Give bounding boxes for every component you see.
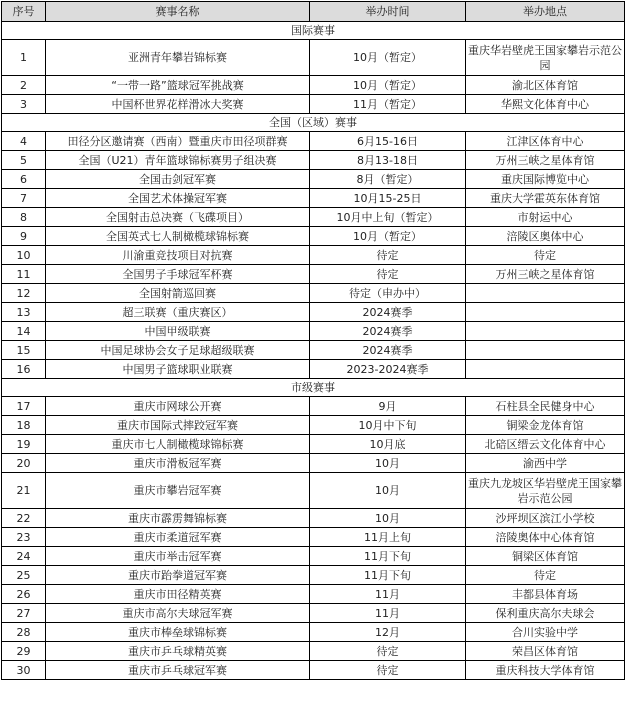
cell-time: 8月13-18日 [310,151,466,170]
table-row [2,322,625,341]
cell-place: 保利重庆高尔夫球会 [466,604,625,623]
cell-no: 20 [2,454,46,473]
table-row [2,40,625,76]
table-row [2,416,625,435]
table-row [2,642,625,661]
table-row [2,265,625,284]
cell-no: 9 [2,227,46,246]
table-row [2,246,625,265]
section-title: 市级赛事 [2,379,625,397]
table-row [2,623,625,642]
cell-place: 渝北区体育馆 [466,76,625,95]
cell-time: 10月中下旬 [310,416,466,435]
section-title: 全国（区域）赛事 [2,114,625,132]
header-time: 举办时间 [310,2,466,22]
header-place: 举办地点 [466,2,625,22]
cell-place: 渝西中学 [466,454,625,473]
cell-time: 10月（暂定） [310,227,466,246]
cell-no: 10 [2,246,46,265]
cell-no: 21 [2,473,46,509]
cell-place: 涪陵区奥体中心 [466,227,625,246]
events-table [1,1,625,680]
cell-no: 5 [2,151,46,170]
cell-place: 重庆国际博览中心 [466,170,625,189]
cell-place: 万州三峡之星体育馆 [466,265,625,284]
table-row [2,604,625,623]
table-row [2,661,625,680]
cell-time: 12月 [310,623,466,642]
cell-name: 田径分区邀请赛（西南）暨重庆市田径项群赛 [46,132,310,151]
cell-name: 全国（U21）青年篮球锦标赛男子组决赛 [46,151,310,170]
cell-time: 8月（暂定） [310,170,466,189]
cell-name: 重庆市棒垒球锦标赛 [46,623,310,642]
cell-time: 10月 [310,509,466,528]
table-row [2,132,625,151]
cell-time: 待定 [310,642,466,661]
cell-name: 全国击剑冠军赛 [46,170,310,189]
cell-no: 18 [2,416,46,435]
cell-time: 11月（暂定） [310,95,466,114]
cell-time: 10月 [310,454,466,473]
table-row [2,76,625,95]
cell-time: 2024赛季 [310,341,466,360]
cell-place: 沙坪坝区滨江小学校 [466,509,625,528]
table-row [2,397,625,416]
cell-no: 23 [2,528,46,547]
table-row [2,227,625,246]
table-row [2,360,625,379]
table-row [2,189,625,208]
cell-no: 14 [2,322,46,341]
cell-place: 重庆华岩壁虎王国家攀岩示范公园 [466,40,625,76]
cell-name: 重庆市乒乓球冠军赛 [46,661,310,680]
cell-time: 待定 [310,246,466,265]
cell-place [466,284,625,303]
header-row [2,2,625,22]
table-row [2,435,625,454]
cell-no: 22 [2,509,46,528]
cell-name: 重庆市霹雳舞锦标赛 [46,509,310,528]
cell-no: 30 [2,661,46,680]
cell-time: 2023-2024赛季 [310,360,466,379]
cell-place: 万州三峡之星体育馆 [466,151,625,170]
cell-name: 全国男子手球冠军杯赛 [46,265,310,284]
cell-time: 11月上旬 [310,528,466,547]
cell-time: 11月下旬 [310,547,466,566]
cell-time: 10月15-25日 [310,189,466,208]
cell-name: 重庆市滑板冠军赛 [46,454,310,473]
cell-name: 全国艺术体操冠军赛 [46,189,310,208]
header-no: 序号 [2,2,46,22]
cell-place [466,360,625,379]
cell-time: 10月 [310,473,466,509]
cell-no: 26 [2,585,46,604]
cell-time: 11月 [310,604,466,623]
cell-name: 中国杯世界花样滑冰大奖赛 [46,95,310,114]
cell-no: 17 [2,397,46,416]
cell-time: 2024赛季 [310,303,466,322]
section-row [2,114,625,132]
cell-time: 待定（申办中） [310,284,466,303]
cell-name: 重庆市柔道冠军赛 [46,528,310,547]
header-name: 赛事名称 [46,2,310,22]
section-row [2,379,625,397]
cell-no: 13 [2,303,46,322]
table-row [2,303,625,322]
cell-no: 27 [2,604,46,623]
cell-time: 9月 [310,397,466,416]
table-row [2,151,625,170]
cell-place [466,341,625,360]
cell-name: 重庆市攀岩冠军赛 [46,473,310,509]
cell-place: 丰都县体育场 [466,585,625,604]
cell-name: 重庆市跆拳道冠军赛 [46,566,310,585]
table-row [2,566,625,585]
cell-no: 7 [2,189,46,208]
cell-time: 待定 [310,265,466,284]
cell-place: 待定 [466,566,625,585]
cell-no: 28 [2,623,46,642]
table-row [2,284,625,303]
cell-no: 12 [2,284,46,303]
section-title: 国际赛事 [2,22,625,40]
table-row [2,170,625,189]
cell-no: 15 [2,341,46,360]
table-row [2,454,625,473]
cell-name: 全国英式七人制橄榄球锦标赛 [46,227,310,246]
cell-no: 16 [2,360,46,379]
cell-name: 重庆市国际式摔跤冠军赛 [46,416,310,435]
cell-place: 重庆大学霍英东体育馆 [466,189,625,208]
cell-place: 待定 [466,246,625,265]
cell-place: 石柱县全民健身中心 [466,397,625,416]
cell-name: “一带一路”篮球冠军挑战赛 [46,76,310,95]
table-row [2,95,625,114]
cell-place: 江津区体育中心 [466,132,625,151]
cell-name: 重庆市举击冠军赛 [46,547,310,566]
cell-no: 29 [2,642,46,661]
cell-name: 重庆市七人制橄榄球锦标赛 [46,435,310,454]
cell-name: 亚洲青年攀岩锦标赛 [46,40,310,76]
cell-place: 涪陵奥体中心体育馆 [466,528,625,547]
cell-no: 19 [2,435,46,454]
cell-time: 10月底 [310,435,466,454]
cell-time: 10月中上旬（暂定） [310,208,466,227]
cell-name: 全国射箭巡回赛 [46,284,310,303]
cell-place: 荣昌区体育馆 [466,642,625,661]
cell-name: 重庆市田径精英赛 [46,585,310,604]
cell-place: 市射运中心 [466,208,625,227]
table-row [2,528,625,547]
table-row [2,509,625,528]
cell-time: 11月 [310,585,466,604]
cell-no: 4 [2,132,46,151]
cell-place [466,322,625,341]
cell-name: 全国射击总决赛（飞碟项目） [46,208,310,227]
cell-name: 超三联赛（重庆赛区） [46,303,310,322]
cell-place [466,303,625,322]
cell-name: 中国足球协会女子足球超级联赛 [46,341,310,360]
cell-no: 11 [2,265,46,284]
cell-place: 铜梁金龙体育馆 [466,416,625,435]
cell-time: 11月下旬 [310,566,466,585]
cell-time: 10月（暂定） [310,76,466,95]
cell-no: 25 [2,566,46,585]
cell-no: 8 [2,208,46,227]
cell-no: 6 [2,170,46,189]
section-row [2,22,625,40]
cell-time: 10月（暂定） [310,40,466,76]
table-row [2,547,625,566]
cell-name: 重庆市网球公开赛 [46,397,310,416]
cell-place: 重庆九龙坡区华岩壁虎王国家攀岩示范公园 [466,473,625,509]
cell-place: 重庆科技大学体育馆 [466,661,625,680]
cell-place: 华熙文化体育中心 [466,95,625,114]
cell-no: 1 [2,40,46,76]
table-row [2,341,625,360]
cell-place: 北碚区缙云文化体育中心 [466,435,625,454]
cell-name: 中国男子篮球职业联赛 [46,360,310,379]
cell-time: 待定 [310,661,466,680]
table-row [2,208,625,227]
cell-no: 24 [2,547,46,566]
cell-place: 合川实验中学 [466,623,625,642]
cell-name: 重庆市乒乓球精英赛 [46,642,310,661]
cell-no: 3 [2,95,46,114]
cell-time: 2024赛季 [310,322,466,341]
cell-place: 铜梁区体育馆 [466,547,625,566]
table-row [2,473,625,509]
table-body [2,22,625,680]
cell-time: 6月15-16日 [310,132,466,151]
table-row [2,585,625,604]
cell-name: 川渝重竞技项目对抗赛 [46,246,310,265]
cell-name: 中国甲级联赛 [46,322,310,341]
cell-name: 重庆市高尔夫球冠军赛 [46,604,310,623]
cell-no: 2 [2,76,46,95]
